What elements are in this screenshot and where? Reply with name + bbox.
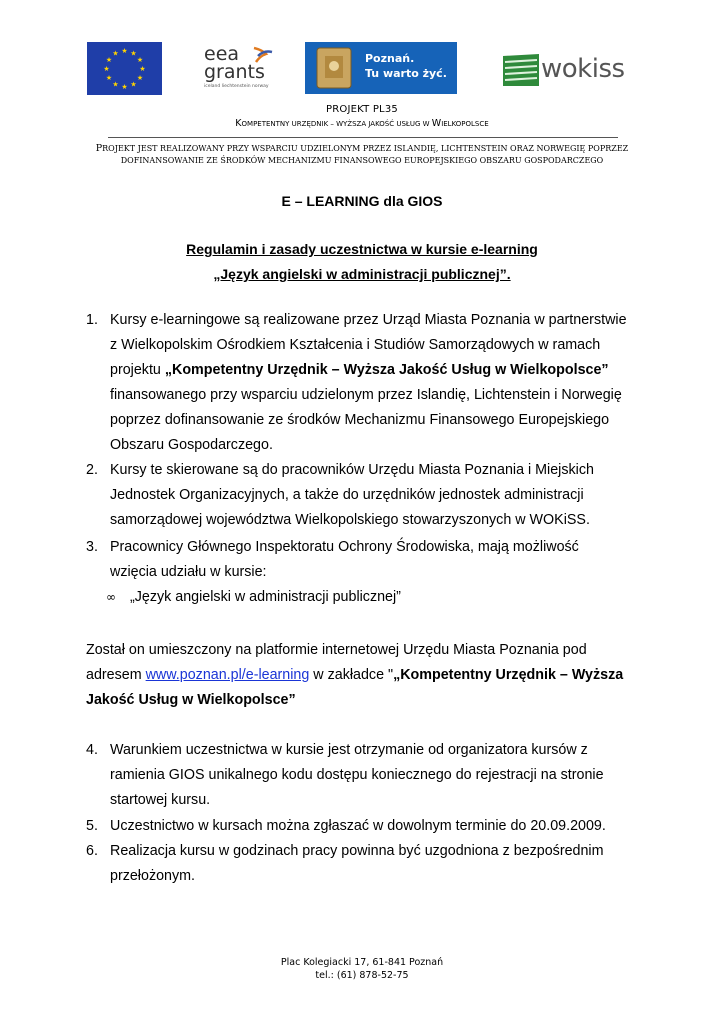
bullet-symbol: ∞ xyxy=(106,590,116,604)
item-line xyxy=(110,358,660,383)
item-line: Uczestnictwo w kursach można zgłaszać w dowolnym terminie do 20.09.2009. xyxy=(110,818,606,834)
project-description xyxy=(0,143,724,167)
eea-tagline: iceland liechtenstein norway xyxy=(204,84,269,89)
tab-name-bold: „Kompetentny Urzędnik – Wyższa xyxy=(393,667,624,683)
header-divider xyxy=(108,137,618,138)
item-number: 4. xyxy=(86,742,98,758)
item-number: 2. xyxy=(86,462,98,478)
paragraph-text: w zakładce " xyxy=(309,667,394,683)
svg-text:★: ★ xyxy=(136,56,144,64)
item-line: finansowanego przy wsparciu udzielonym przez Islandię, Lichtenstein i Norwegię xyxy=(110,387,622,403)
svg-text:★: ★ xyxy=(112,49,119,58)
item-line: Jednostek Organizacyjnych, a także do urzędników jednostek administracji xyxy=(110,487,584,503)
item-line: samorządowej województwa Wielkopolskiego stowarzyszonych w WOKiSS. xyxy=(110,512,590,528)
poznan-logo xyxy=(305,42,457,94)
svg-text:★: ★ xyxy=(130,49,137,58)
svg-text:★: ★ xyxy=(103,65,110,73)
project-name xyxy=(0,118,724,129)
tab-name-bold: Jakość Usług w Wielkopolsce” xyxy=(86,692,296,708)
document-title: E – LEARNING dla GIOS xyxy=(281,193,443,209)
wokiss-logo xyxy=(499,42,629,96)
svg-text:★: ★ xyxy=(136,74,144,82)
e-learning-link[interactable]: www.poznan.pl/e-learning xyxy=(145,667,310,683)
project-name-initial: K xyxy=(235,118,242,129)
svg-text:★: ★ xyxy=(121,47,128,55)
list-item xyxy=(110,814,660,839)
svg-text:★: ★ xyxy=(130,80,137,89)
svg-text:★: ★ xyxy=(139,65,146,73)
course-name: „Język angielski w administracji publicznej”. xyxy=(213,266,511,282)
eea-text: eea xyxy=(204,43,240,65)
list-item xyxy=(110,308,660,458)
item-number: 6. xyxy=(86,843,98,859)
item-line: z Wielkopolskim Ośrodkiem Kształcenia i Studiów Samorządowych w ramach xyxy=(110,337,601,353)
project-name-w: W xyxy=(431,118,442,129)
item-line: ramienia GIOS unikalnego kodu dostępu koniecznego do rejestracji na stronie xyxy=(110,767,604,783)
bullet-item xyxy=(106,585,676,610)
project-title-bold: „Kompetentny Urzędnik – Wyższa Jakość Usług w Wielkopolsce” xyxy=(164,362,609,378)
svg-text:★: ★ xyxy=(112,80,119,89)
platform-paragraph xyxy=(86,638,656,713)
paragraph-line xyxy=(86,663,656,688)
list-item xyxy=(110,738,660,813)
item-number: 5. xyxy=(86,818,98,834)
project-description-line1 xyxy=(0,143,724,155)
project-name-end: IELKOPOLSCE xyxy=(441,120,489,128)
item-line: Pracownicy Głównego Inspektoratu Ochrony Środowiska, mają możliwość xyxy=(110,539,579,555)
item-line: Kursy te skierowane są do pracowników Urzędu Miasta Poznania i Miejskich xyxy=(110,462,594,478)
item-number: 3. xyxy=(86,539,98,555)
project-description-initial: P xyxy=(95,143,103,154)
bullet-text: „Język angielski w administracji publicznej” xyxy=(130,589,401,605)
paragraph-line: Został on umieszczony na platformie internetowej Urzędu Miasta Poznania pod xyxy=(86,642,587,658)
item-line: poprzez dofinansowanie ze środków Mechanizmu Finansowego Europejskiego xyxy=(110,412,610,428)
footer-address: Plac Kolegiacki 17, 61-841 Poznań xyxy=(280,957,444,968)
logo-bar xyxy=(0,42,724,98)
item-line: Realizacja kursu w godzinach pracy powinna być uzgodniona z bezpośrednim xyxy=(110,843,604,859)
wokiss-text: wokiss xyxy=(541,54,625,84)
item-text: projektu xyxy=(110,362,165,378)
project-description-line2: DOFINANSOWANIE ZE ŚRODKÓW MECHANIZMU FINANSOWEGO EUROPEJSKIEGO OBSZARU GOSPODARCZEGO xyxy=(120,156,604,165)
list-item xyxy=(110,535,660,585)
item-line: Kursy e-learningowe są realizowane przez Urząd Miasta Poznania w partnerstwie xyxy=(110,312,627,328)
footer-phone: tel.: (61) 878-52-75 xyxy=(315,970,409,981)
document-subtitle: Regulamin i zasady uczestnictwa w kursie e-learning xyxy=(186,241,538,257)
list-item xyxy=(110,839,660,889)
eu-flag-logo xyxy=(87,42,162,95)
item-line: Obszaru Gospodarczego. xyxy=(110,437,273,453)
poznan-text-1: Poznań. xyxy=(365,52,415,65)
grants-text: grants xyxy=(204,61,265,83)
item-line: startowej kursu. xyxy=(110,792,211,808)
svg-text:★: ★ xyxy=(105,74,113,82)
poznan-text-2: Tu warto żyć. xyxy=(365,67,447,80)
eea-grants-logo xyxy=(196,42,280,96)
project-name-rest: OMPETENTNY URZĘDNIK – WYŻSZA JAKOŚĆ USŁUG W xyxy=(241,120,432,128)
item-line: Warunkiem uczestnictwa w kursie jest otrzymanie od organizatora kursów z xyxy=(110,742,588,758)
item-line: wzięcia udziału w kursie: xyxy=(110,564,267,580)
svg-text:★: ★ xyxy=(105,56,113,64)
list-item xyxy=(110,458,660,533)
item-number: 1. xyxy=(86,312,98,328)
paragraph-text: adresem xyxy=(86,667,146,683)
project-code: PROJEKT PL35 xyxy=(326,104,398,115)
item-line: przełożonym. xyxy=(110,868,196,884)
svg-text:★: ★ xyxy=(121,83,128,91)
project-description-text1: ROJEKT JEST REALIZOWANY PRZY WSPARCIU UDZIELONYM PRZEZ ISLANDIĘ, LICHTENSTEIN ORAZ NORWEGIĘ POPRZEZ xyxy=(102,144,629,153)
